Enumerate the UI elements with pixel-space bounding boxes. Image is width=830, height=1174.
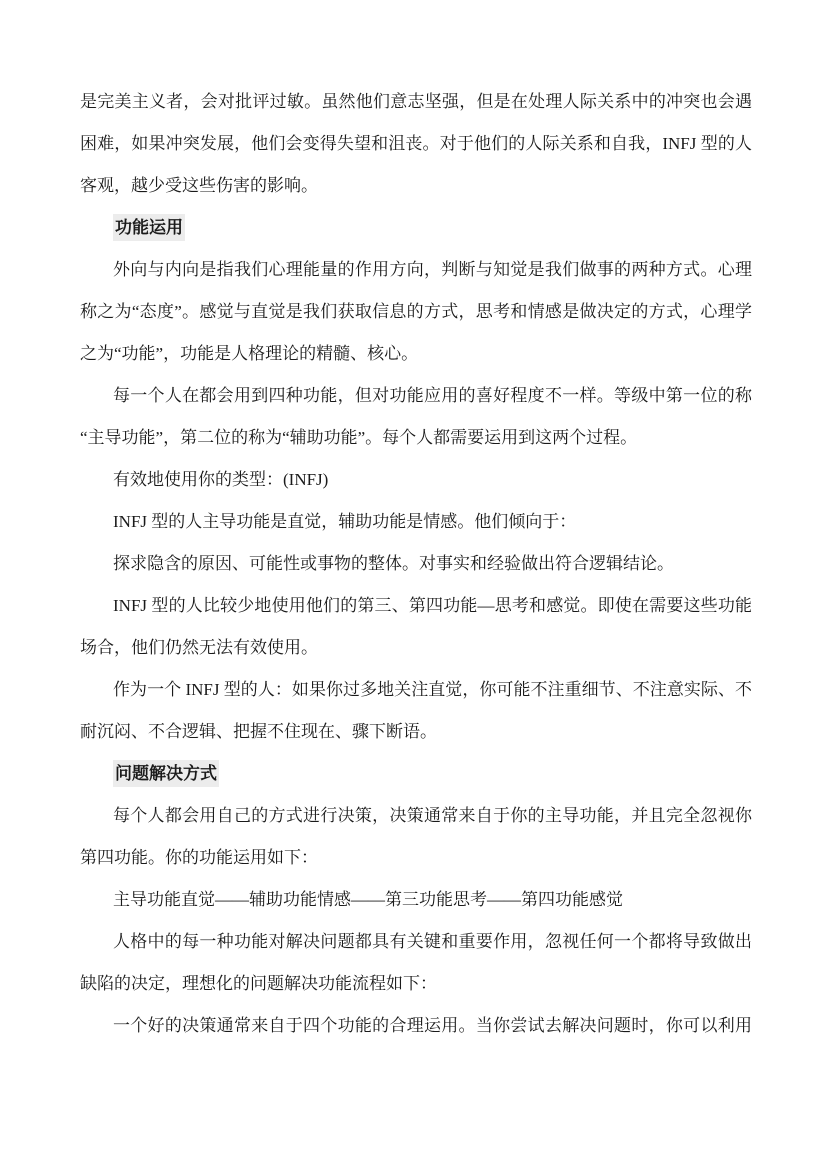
- paragraph-line: 场合，他们仍然无法有效使用。: [80, 638, 318, 657]
- section-heading: [80, 753, 752, 795]
- paragraph-line: 一个好的决策通常来自于四个功能的合理运用。当你尝试去解决问题时，你可以利用: [113, 1016, 752, 1035]
- section-heading-text: 功能运用: [113, 214, 185, 241]
- section-heading: [80, 207, 752, 249]
- paragraph-line: 外向与内向是指我们心理能量的作用方向，判断与知觉是我们做事的两种方式。心理: [113, 260, 752, 279]
- paragraph-line: 主导功能直觉——辅助功能情感——第三功能思考——第四功能感觉: [113, 890, 623, 909]
- paragraph-line: 称之为“态度”。感觉与直觉是我们获取信息的方式，思考和情感是做决定的方式，心理学: [80, 302, 752, 321]
- paragraph-line: 探求隐含的原因、可能性或事物的整体。对事实和经验做出符合逻辑结论。: [113, 554, 674, 573]
- paragraph-line: 每个人都会用自己的方式进行决策，决策通常来自于你的主导功能，并且完全忽视你: [113, 806, 752, 825]
- paragraph-line: 客观，越少受这些伤害的影响。: [80, 176, 318, 195]
- paragraph-line: “主导功能”，第二位的称为“辅助功能”。每个人都需要运用到这两个过程。: [80, 428, 638, 447]
- section-heading-text: 问题解决方式: [113, 760, 219, 787]
- paragraph-line: 每一个人在都会用到四种功能，但对功能应用的喜好程度不一样。等级中第一位的称: [113, 386, 752, 405]
- paragraph-line: 作为一个 INFJ 型的人：如果你过多地关注直觉，你可能不注重细节、不注意实际、不: [113, 680, 752, 699]
- paragraph-line: 困难，如果冲突发展，他们会变得失望和沮丧。对于他们的人际关系和自我，INFJ 型的人: [80, 134, 752, 153]
- paragraph-line: INFJ 型的人比较少地使用他们的第三、第四功能—思考和感觉。即使在需要这些功能: [113, 596, 752, 615]
- paragraph-line: 人格中的每一种功能对解决问题都具有关键和重要作用，忽视任何一个都将导致做出: [113, 932, 752, 951]
- paragraph-line: 缺陷的决定，理想化的问题解决功能流程如下：: [80, 974, 437, 993]
- paragraph-line: 之为“功能”，功能是人格理论的精髓、核心。: [80, 344, 419, 363]
- paragraph-line: 是完美主义者，会对批评过敏。虽然他们意志坚强，但是在处理人际关系中的冲突也会遇: [80, 92, 752, 111]
- paragraph-line: 第四功能。你的功能运用如下：: [80, 848, 318, 867]
- paragraph-line: INFJ 型的人主导功能是直觉，辅助功能是情感。他们倾向于：: [113, 512, 577, 531]
- paragraph-line: 耐沉闷、不合逻辑、把握不住现在、骤下断语。: [80, 722, 437, 741]
- document-page: [80, 81, 752, 1047]
- paragraph-line: 有效地使用你的类型：(INFJ): [113, 470, 329, 489]
